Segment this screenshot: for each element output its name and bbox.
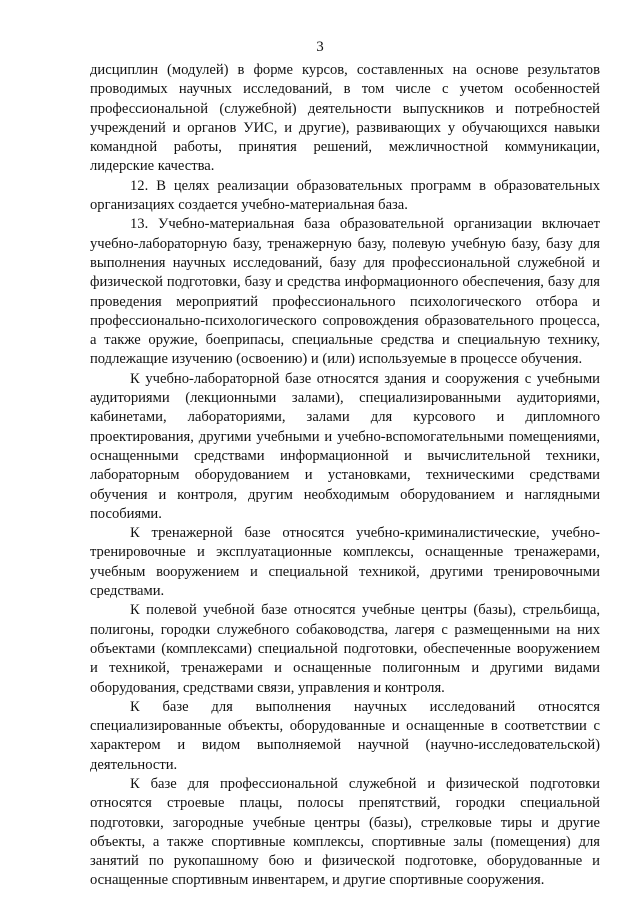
paragraph-continuation: дисциплин (модулей) в форме курсов, составленных на основе результатов проводимых научных исследований, в том числе с учетом особенностей профессиональной (служебной) деятельности выпускников и потребностей учреждений и органов УИС, и другие), развивающих у обучающихся навыки командной работы, принятия решений, межличностной коммуникации, лидерские качества. <box>90 62 600 175</box>
paragraph-training-base: К тренажерной базе относятся учебно-криминалистические, учебно-тренировочные и эксплуатационные комплексы, оснащенные тренажерами, учебным вооружением и специальной техникой, другими тренировочными средствами. <box>90 525 600 600</box>
paragraph-physical-training-base: К базе для профессиональной служебной и физической подготовки относятся строевые плацы, полосы препятствий, городки специальной подготовки, загородные учебные центры (базы), стрелковые тиры и другие объекты, а также спортивные комплексы, спортивные залы (помещения) для занятий по рукопашному бою и физической подготовке, оборудованные и оснащенные спортивным инвентарем, и другие спортивные сооружения. <box>90 775 600 889</box>
paragraph-item-13: 13. Учебно-материальная база образовательной организации включает учебно-лабораторную базу, тренажерную базу, полевую учебную базу, базу для выполнения научных исследований, базу для профессиональной служебной и физической подготовки, базу и средства информационного обеспечения, базу для проведения мероприятий профессионального психологического отбора и профессионально-психологического сопровождения образовательного процесса, а также оружие, боеприпасы, специальные средства и специальную технику, подлежащие изучению (освоению) и (или) используемые в процессе обучения. <box>90 216 600 368</box>
page-number: 3 <box>316 39 324 55</box>
paragraph-item-12: 12. В целях реализации образовательных программ в образовательных организациях создается учебно-материальная база. <box>90 177 600 214</box>
paragraph-field-base: К полевой учебной базе относятся учебные центры (базы), стрельбища, полигоны, городки служебного собаководства, лагеря с размещенными на них объектами (комплексами) специальной подготовки, обеспеченные вооружением и техникой, тренажерами и оснащенные полигонным и другими видами оборудования, средствами связи, управления и контроля. <box>90 602 600 696</box>
paragraph-research-base: К базе для выполнения научных исследований относятся специализированные объекты, оборудованные и оснащенные в соответствии с характером и видом выполняемой научной (научно-исследовательской) деятельности. <box>90 698 600 773</box>
document-body <box>90 61 600 891</box>
paragraph-lab-base: К учебно-лабораторной базе относятся здания и сооружения с учебными аудиториями (лекционными залами), специализированными аудиториями, кабинетами, лабораториями, залами для курсового и дипломного проектирования, другими учебными и учебно-вспомогательными помещениями, оснащенными средствами информационной и вычислительной техники, лабораторным оборудованием и установками, техническими средствами обучения и контроля, другим необходимым оборудованием и наглядными пособиями. <box>90 370 600 522</box>
